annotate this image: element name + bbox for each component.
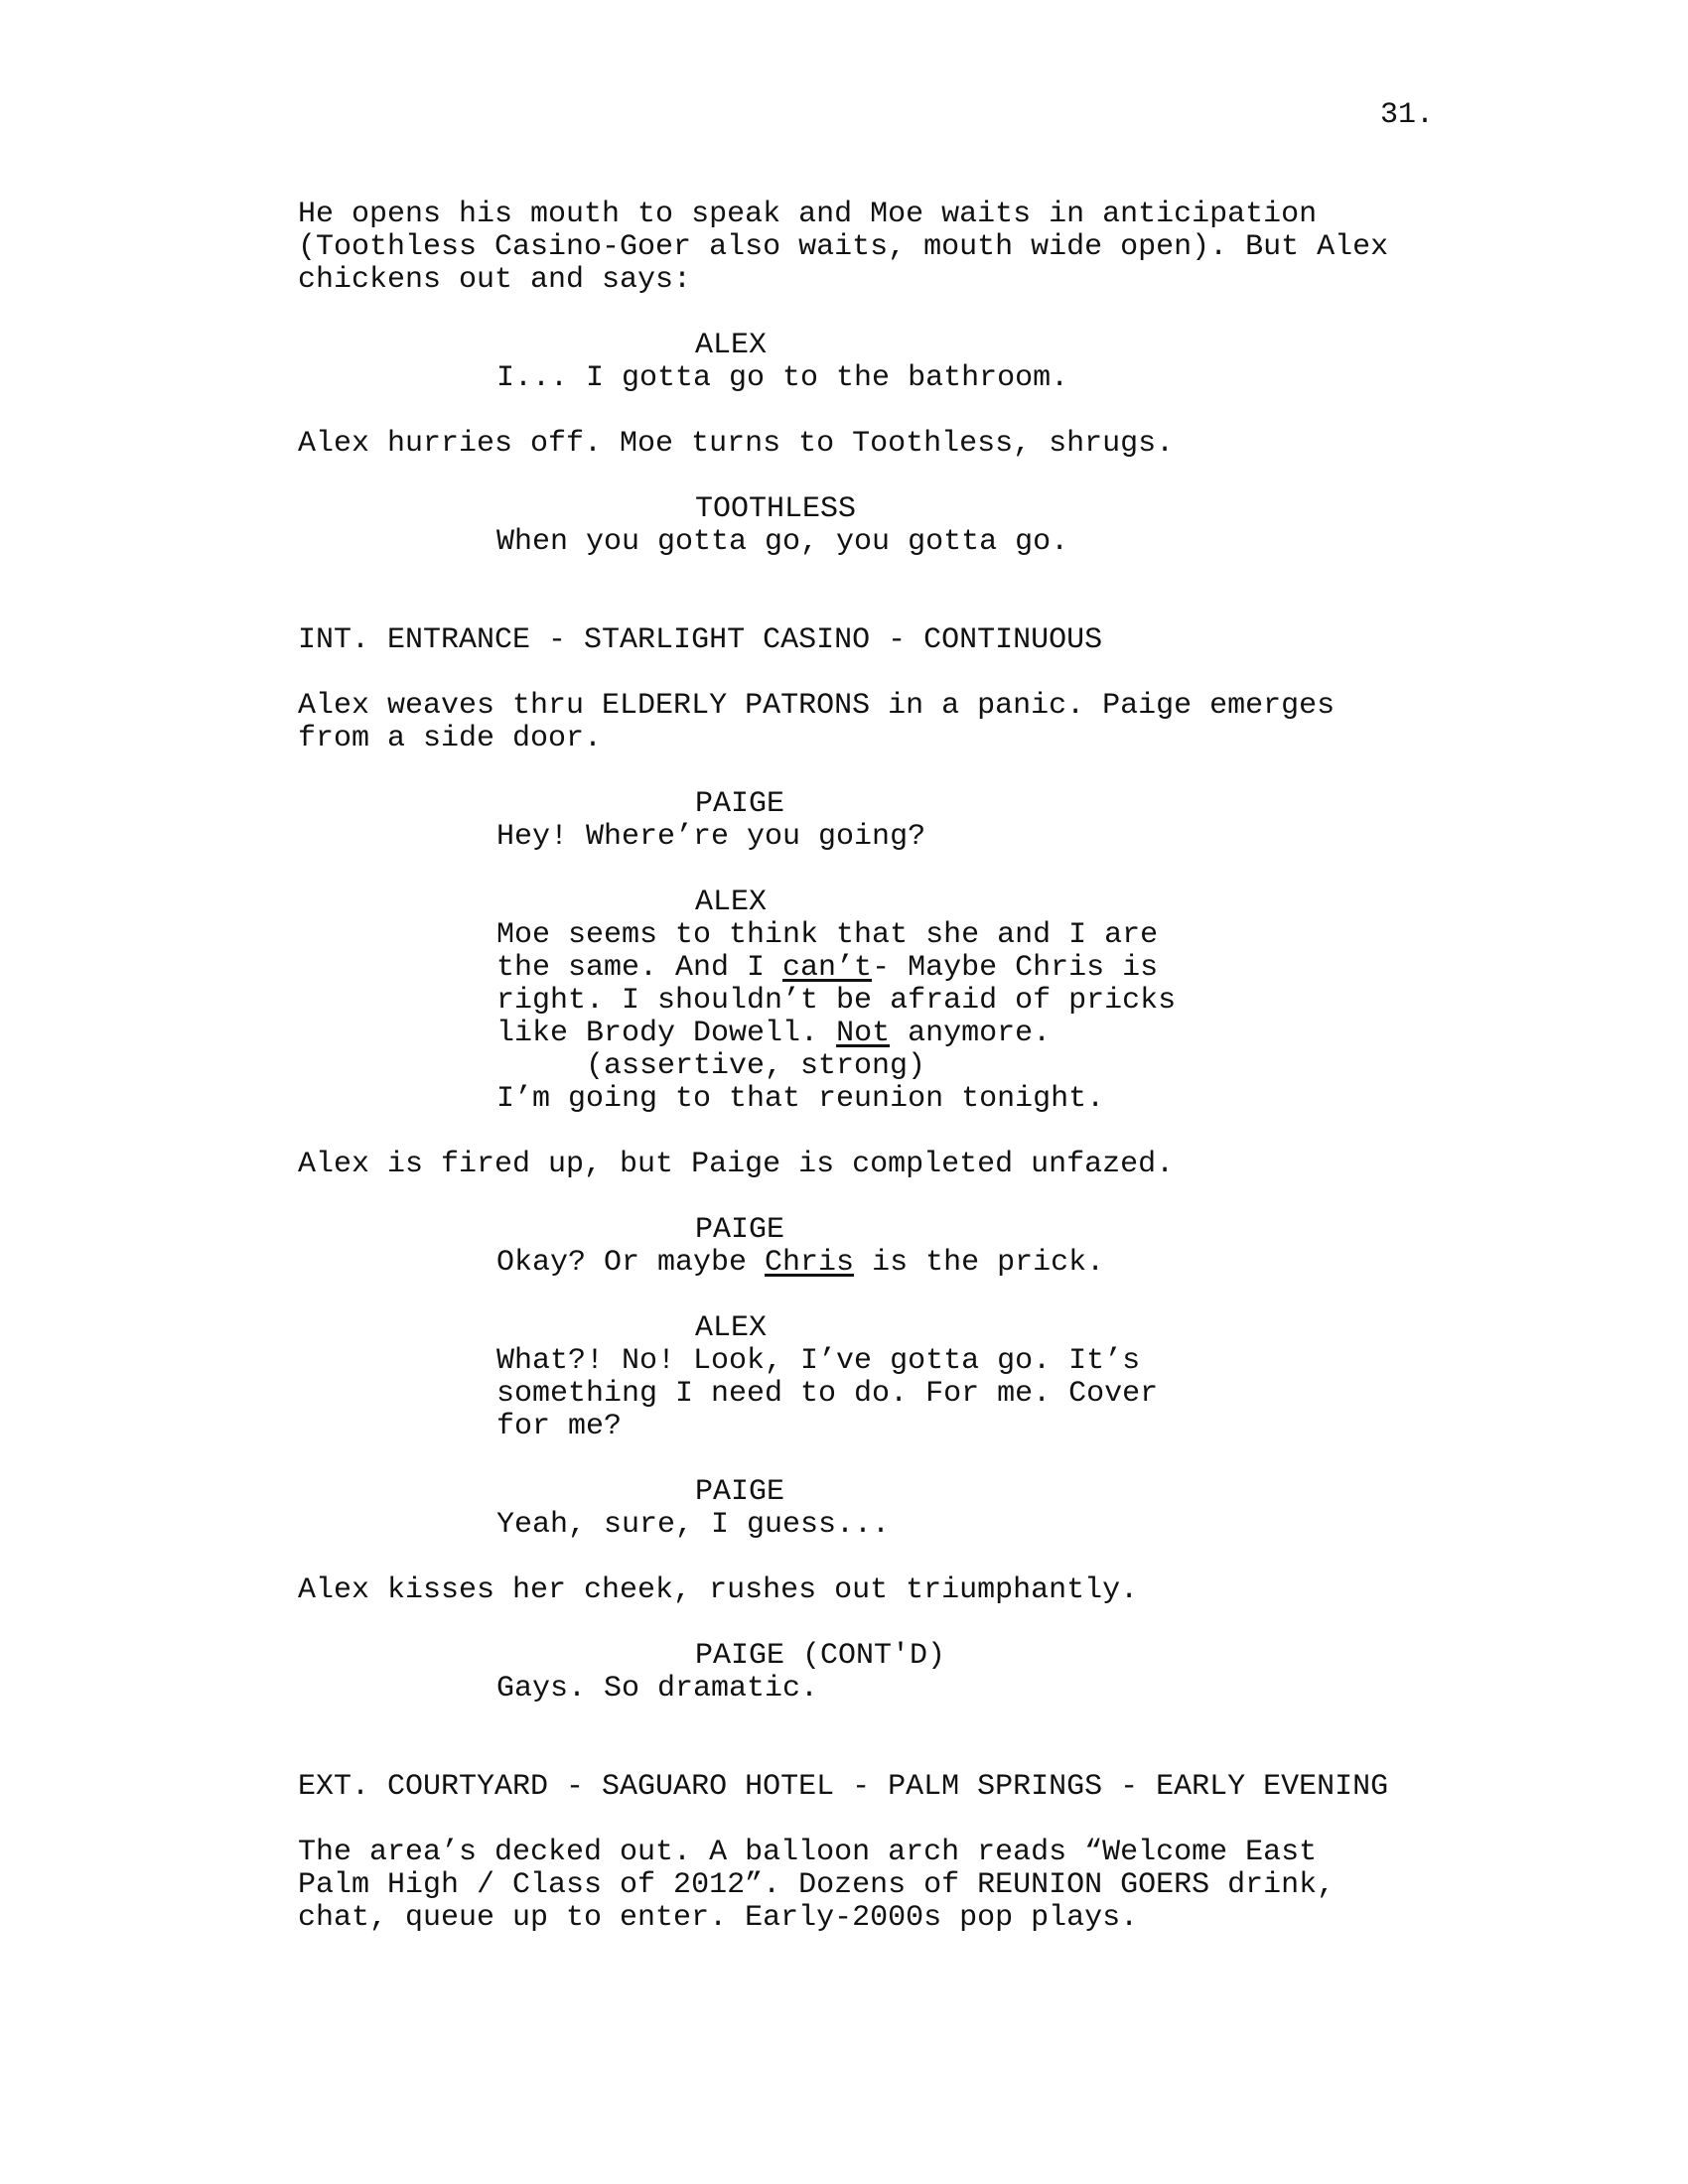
dialogue-line: I... I gotta go to the bathroom. [496, 361, 1069, 395]
dialogue-text: the same. And I [496, 951, 783, 985]
dialogue-block [298, 1312, 1489, 1443]
dialogue-line: When you gotta go, you gotta go. [496, 525, 1069, 559]
dialogue-block [298, 1476, 1489, 1542]
dialogue-line: right. I shouldn’t be afraid of pricks [496, 984, 1177, 1018]
action-line: Alex hurries off. Moe turns to Toothless, shrugs. [298, 427, 1175, 461]
character-name: ALEX [695, 886, 768, 919]
dialogue-block [298, 1214, 1489, 1280]
scene-heading: EXT. COURTYARD - SAGUARO HOTEL - PALM SPRINGS - EARLY EVENING [298, 1770, 1389, 1804]
scene-gap [298, 1738, 1489, 1771]
action-line: He opens his mouth to speak and Moe waits in anticipation (Toothless Casino-Goer also waits, mouth wide open). But Alex chickens out and says: [298, 198, 1389, 297]
dialogue-block [298, 330, 1489, 395]
character-name: PAIGE [695, 1475, 785, 1509]
dialogue-line [496, 1247, 1211, 1280]
dialogue-block [298, 1640, 1489, 1706]
dialogue-line: I’m going to that reunion tonight. [496, 1082, 1105, 1116]
emphasis-text: can’t [782, 951, 873, 985]
dialogue-block [298, 493, 1489, 559]
action-line: Alex kisses her cheek, rushes out triumphantly. [298, 1573, 1139, 1607]
scene-gap [298, 592, 1489, 624]
dialogue-block [298, 887, 1489, 1116]
character-name: TOOTHLESS [695, 492, 857, 526]
dialogue-text: anymore. [890, 1017, 1052, 1050]
scene-heading: INT. ENTRANCE - STARLIGHT CASINO - CONTINUOUS [298, 623, 1103, 657]
action-line: Alex is fired up, but Paige is completed unfazed. [298, 1148, 1175, 1181]
dialogue-text: - Maybe Chris is [872, 951, 1159, 985]
dialogue-text: Okay? Or maybe [496, 1246, 766, 1280]
parenthetical: (assertive, strong) [586, 1049, 926, 1083]
script-body [298, 199, 1489, 1968]
dialogue-line: Yeah, sure, I guess... [496, 1508, 891, 1542]
dialogue-text: is the prick. [854, 1246, 1105, 1280]
dialogue-line [496, 952, 1211, 985]
action-line: The area’s decked out. A balloon arch reads “Welcome East Palm High / Class of 2012”. Dozens of REUNION GOERS drink, chat, queue up to enter. Early-2000s pop plays. [298, 1836, 1336, 1935]
action-line: Alex weaves thru ELDERLY PATRONS in a panic. Paige emerges from a side door. [298, 689, 1336, 755]
emphasis-text: Not [836, 1017, 891, 1050]
character-name: PAIGE (CONT'D) [695, 1639, 946, 1673]
dialogue-line [496, 1018, 1211, 1050]
dialogue-block [298, 788, 1489, 854]
dialogue-line: What?! No! Look, I’ve gotta go. It’s something I need to do. For me. Cover for me? [496, 1344, 1159, 1443]
character-name: ALEX [695, 329, 768, 362]
character-name: PAIGE [695, 1213, 785, 1247]
character-name: ALEX [695, 1311, 768, 1345]
dialogue-text: like Brody Dowell. [496, 1017, 837, 1050]
emphasis-text: Chris [765, 1246, 855, 1280]
character-name: PAIGE [695, 787, 785, 821]
dialogue-line: Moe seems to think that she and I are [496, 918, 1159, 952]
dialogue-line: Hey! Where’re you going? [496, 820, 926, 854]
dialogue-line: Gays. So dramatic. [496, 1672, 819, 1706]
page-number: 31. [1380, 98, 1435, 132]
